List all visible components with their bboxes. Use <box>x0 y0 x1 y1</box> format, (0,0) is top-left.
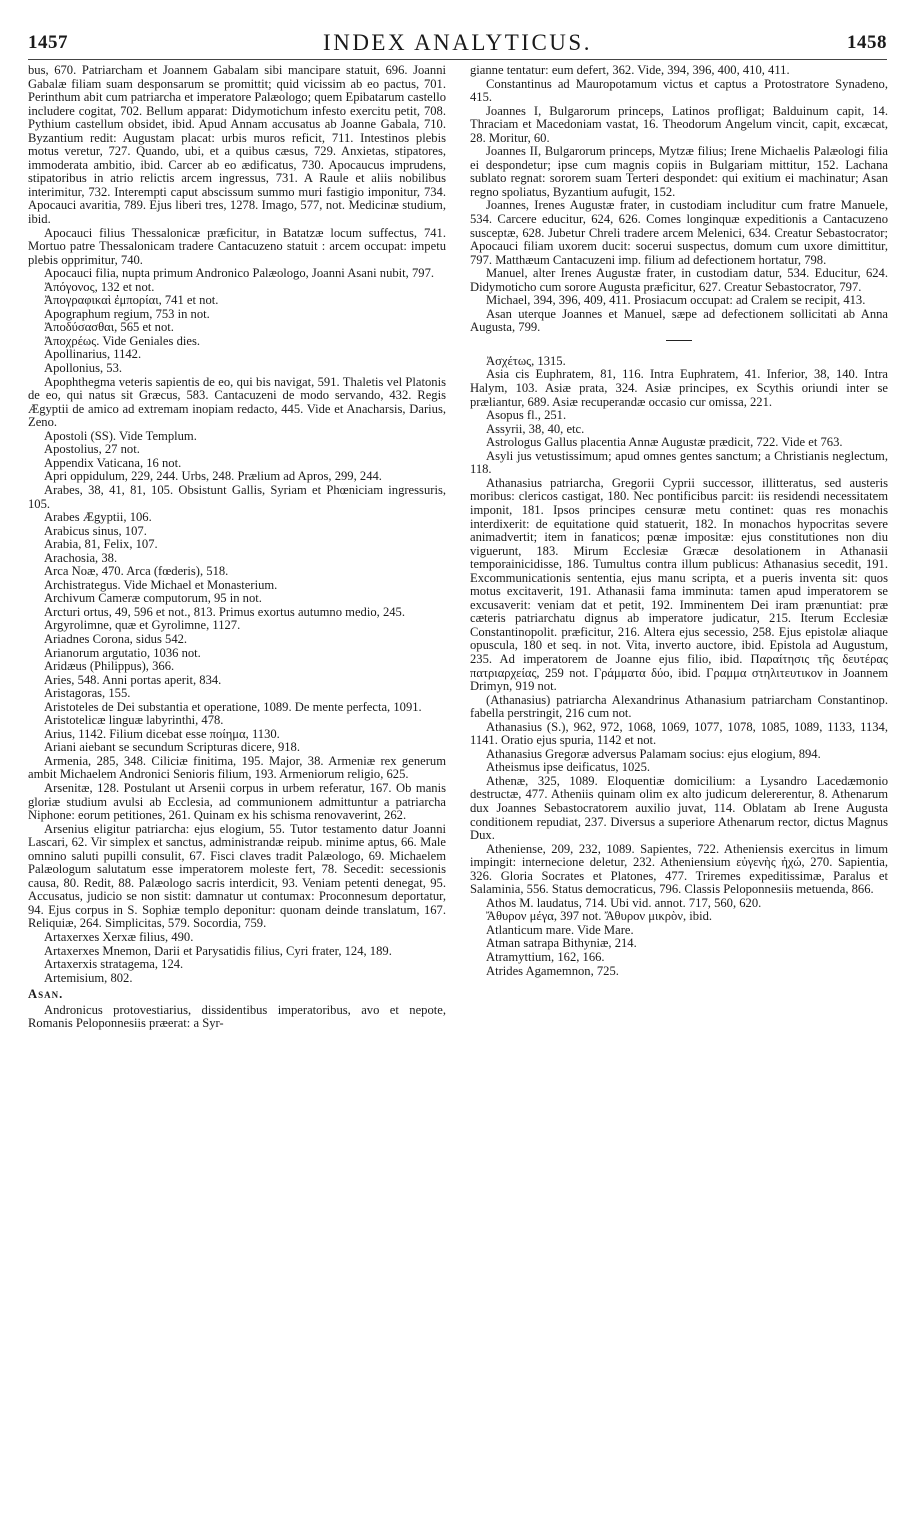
index-entry: Ἄθυρον μέγα, 397 not. Ἄθυρον μικρὸν, ibid. <box>486 909 713 924</box>
index-entry: Aristagoras, 155. <box>44 686 131 701</box>
index-entry: Andronicus protovestiarius, dissidentibus imperatoribus, avo et nepote, Romanis Peloponnesiis præerat: a Syr- <box>28 1002 446 1031</box>
section-label-asan: Asan. <box>28 987 64 1002</box>
index-entry: Joannes I, Bulgarorum princeps, Latinos profligat; Balduinum capit, 14. Thraciam et Macedoniam vastat, 16. Theodorum Angelum vincit, capit, excæcat, 28. Moritur, 60. <box>470 103 888 145</box>
index-entry: Atlanticum mare. Vide Mare. <box>486 922 634 937</box>
index-entry: Arachosia, 38. <box>44 550 118 565</box>
index-entry: Assyrii, 38, 40, etc. <box>486 421 585 436</box>
index-column-left <box>28 64 446 1031</box>
index-entry: Arca Noæ, 470. Arca (fœderis), 518. <box>44 564 229 579</box>
page-number-left: 1457 <box>28 32 68 53</box>
index-entry: Arcturi ortus, 49, 596 et not., 813. Primus exortus autumno medio, 245. <box>44 604 405 619</box>
index-entry: Asia cis Euphratem, 81, 116. Intra Euphratem, 41. Inferior, 38, 140. Intra Halym, 103. Asiæ prata, 324. Asiæ principes, ex Scythis oriundi inter se præliantur, 689. Asiæ recuperandæ occasio cur omissa, 221. <box>470 367 888 409</box>
index-entry: Astrologus Gallus placentia Annæ Augustæ prædicit, 722. Vide et 763. <box>486 435 843 450</box>
index-entry: Athanasius Gregoræ adversus Palamam socius: ejus elogium, 894. <box>486 746 821 761</box>
index-column-right <box>470 64 888 978</box>
index-entry: Athanasius (S.), 962, 972, 1068, 1069, 1077, 1078, 1085, 1089, 1133, 1134, 1141. Oratio ejus spuria, 1142 et not. <box>470 719 888 748</box>
index-entry: Apocauci filia, nupta primum Andronico Palæologo, Joanni Asani nubit, 797. <box>44 266 435 281</box>
index-entry: Athos M. laudatus, 714. Ubi vid. annot. 717, 560, 620. <box>486 895 762 910</box>
index-entry: Ἀπόγονος, 132 et not. <box>44 279 155 294</box>
page-title: INDEX ANALYTICUS. <box>323 30 592 55</box>
index-entry: Manuel, alter Irenes Augustæ frater, in custodiam datur, 534. Educitur, 624. Didymoticho cum sorore Augusta præficitur, 627. Creatur Sebastocrator, 797. <box>470 266 888 294</box>
index-entry: Arabes Ægyptii, 106. <box>44 510 152 525</box>
index-entry: Appendix Vaticana, 16 not. <box>44 455 182 470</box>
index-entry: Apostoli (SS). Vide Templum. <box>44 428 197 443</box>
index-entry: Apri oppidulum, 229, 244. Urbs, 248. Prælium ad Apros, 299, 244. <box>44 469 382 484</box>
index-entry: Artaxerxis stratagema, 124. <box>44 957 184 972</box>
index-entry: Aristotelicæ linguæ labyrinthi, 478. <box>44 713 224 728</box>
index-entry: Ἀποδύσασθαι, 565 et not. <box>44 320 174 335</box>
index-entry: Archistrategus. Vide Michael et Monasterium. <box>44 577 278 592</box>
index-entry: Ἀπογραφικαὶ ἐμπορίαι, 741 et not. <box>44 293 219 308</box>
index-entry: Ἀσχέτως, 1315. <box>486 353 566 368</box>
index-entry: Apollonius, 53. <box>44 361 123 376</box>
index-entry: Apocauci filius Thessalonicæ præficitur, in Batatzæ locum suffectus, 741. Mortuo patre Thessalonicam tradere Cantacuzeno statuit : arcem occupat: impetu plebis opprimitur, 740. <box>28 225 446 267</box>
index-entry: Arsenius eligitur patriarcha: ejus elogium, 55. Tutor testamento datur Joanni Lascari, 62. Vir simplex et sanctus, administrandæ reipub. minime aptus, 66. Male omnino saluti pupilli consulit, 67. Fisci claves tradit Palæologo, 69. Michaelem Palæologum salutatum esse imperatorem moleste fert, 78. Secedit: secessionis causa, 80. Redit, 88. Palæologo sacris interdicit, 93. Veniam petenti denegat, 95. Accusatus, judicio se non sistit: damnatur ut contumax: Proconnesum deportatur, 94. Ejus corpus in S. Sophiæ templo deponitur: quonam deinde translatum, 167. Reliquiæ, 264. Simplicitas, 579. Socordia, 759. <box>28 821 446 931</box>
page-number-right: 1458 <box>847 32 887 53</box>
index-entry: Constantinus ad Mauropotamum victus et captus a Protostratore Synadeno, 415. <box>470 76 888 105</box>
index-entry: Arius, 1142. Filium dicebat esse ποίημα, 1130. <box>44 726 280 741</box>
index-entry: Artemisium, 802. <box>44 970 133 985</box>
index-entry: Ariani aiebant se secundum Scripturas dicere, 918. <box>44 740 300 755</box>
index-entry: Atrides Agamemnon, 725. <box>486 963 619 978</box>
index-entry: Asan uterque Joannes et Manuel, sæpe ad defectionem sollicitati ab Anna Augusta, 799. <box>470 306 888 335</box>
index-entry: Michael, 394, 396, 409, 411. Prosiacum occupat: ad Cralem se recipit, 413. <box>486 293 866 308</box>
index-entry: Arabicus sinus, 107. <box>44 523 147 538</box>
index-entry: Asyli jus vetustissimum; apud omnes gentes sanctum; a Christianis neglectum, 118. <box>470 448 888 477</box>
index-entry: Apostolius, 27 not. <box>44 442 140 457</box>
index-entry: Atramyttium, 162, 166. <box>486 950 605 964</box>
index-entry: Joannes II, Bulgarorum princeps, Mytzæ filius; Irene Michaelis Palæologi filia ei despondetur; ipse cum magnis copiis in Bulgariam mittitur, 152. Lachana sublato regnat: sororem suam Terteri despondet: qui exitium ei machinatur; Asan regno spoliatus, Byzantium aufugit, 152. <box>470 144 888 199</box>
page-header <box>28 30 887 62</box>
index-entry: Ἀποχρέως. Vide Geniales dies. <box>44 333 201 348</box>
index-entry: Aristoteles de Dei substantia et operatione, 1089. De mente perfecta, 1091. <box>44 699 422 714</box>
index-entry: Atheismus ipse deificatus, 1025. <box>486 760 651 775</box>
index-entry: Arianorum argutatio, 1036 not. <box>44 645 201 660</box>
index-entry: Arabia, 81, Felix, 107. <box>44 537 158 552</box>
index-entry: Armenia, 285, 348. Ciliciæ finitima, 195. Major, 38. Armeniæ rex generum ambit Michaelem Andronici Senioris filium, 193. Armeniorum religio, 625. <box>28 753 446 782</box>
index-entry: Apophthegma veteris sapientis de eo, qui bis navigat, 591. Thaletis vel Platonis de eo, qui natus sit Græcus, 583. Cantacuzeni de modo servando, 432. Regis Ægyptii de amico ad extremam inopiam redacto, 445. Vide et Anacharsis, Darius, Zeno. <box>28 374 446 430</box>
index-entry: Apollinarius, 1142. <box>44 347 142 362</box>
index-entry: Aries, 548. Anni portas aperit, 834. <box>44 672 222 687</box>
index-entry: Argyrolimne, quæ et Gyrolimne, 1127. <box>44 618 241 633</box>
index-entry: Arsenitæ, 128. Postulant ut Arsenii corpus in urbem referatur, 167. Ob manis gloriæ studium avulsi ab Ecclesia, ad communionem admittuntur a patriarcha Niphone: eorum petitiones, 261. Quinam ex his schisma renovaverint, 262. <box>28 780 446 823</box>
index-entry: Athanasius patriarcha, Gregorii Cyprii successor, illitteratus, sed austeris moribus: clericos castigat, 180. Nec pontificibus parcit: iis residendi necessitatem imponit, 181. Ipsos principes censuræ metu continet: quas res monachis interdixerit: de equitatione quid statuerit, 182. In monachos hypocritas severe animadvertit; item in fanaticos; pœnæ impositæ: ejus constitutiones non diu viguerunt, 183. Mirum Ecclesiæ Græcæ desolationem in Athanasii temporainicidisse, 186. Tumultus contra illum publicus: Athanasius secedit, 191. Excommunicationis sententia, ejus manu scripta, et a pueris inventa sit: quos motus excitaverit, 191. Athanasii fama imminuta: tamen apud imperatorem se excusaverit: veniam dat et petit, 192. Imminentem Dei iram prænuntiat: præ cæteris patriarchatu dignus ab imperatore judicatur, 215. Iterum Ecclesiæ Constantinopolit. præficitur, 216. Altera ejus secessio, 258. Ejus epistolæ aliaque opuscula, 180 et seq. in not. Vita, inverto auctore, ibid. Epistola ad Augustum, 235. Ad imperatorem de Joanne ejus filio, ibid. Παραίτησις τῆς δευτέρας πατριαρχείας, 259 not. Γράμματα δύο, ibid. Γραμμα στηλιτευτικον in Joannem Drimyn, 919 not. <box>470 475 888 694</box>
section-separator <box>666 340 692 341</box>
index-entry: gianne tentatur: eum defert, 362. Vide, 394, 396, 400, 410, 411. <box>470 63 790 77</box>
index-entry: Artaxerxes Mnemon, Darii et Parysatidis filius, Cyri frater, 124, 189. <box>44 943 392 958</box>
index-entry: Athenæ, 325, 1089. Eloquentiæ domicilium: a Lysandro Lacedæmonio destructæ, 477. Atheniis quinam olim ex alto judicum delererentur, 8. Athenarum dux Joannes Sebastocratorem auxilio juvat, 114. Oblatam ab Irene Augusta conditionem repudiat, 237. Diversus a superiore Athenarum rector, dictus Magnus Dux. <box>470 773 888 843</box>
index-entry: Asopus fl., 251. <box>486 408 567 423</box>
index-entry: Archivum Cameræ computorum, 95 in not. <box>44 591 262 606</box>
index-entry: Joannes, Irenes Augustæ frater, in custodiam includitur cum fratre Manuele, 534. Carcere educitur, 624, 626. Comes longinquæ expeditionis a Cantacuzeno susceptæ, 628. Jubetur Chreli tradere arcem Melenici, 634. Creatur Sebastocrator; Apocauci filiam uxorem ducit: socerui suspectus, domum cum uxore dimittitur, 797. Matthæum Cantacuzeni imp. filium ad defectionem hortatur, 798. <box>470 198 888 267</box>
index-entry: Arabes, 38, 41, 81, 105. Obsistunt Gallis, Syriam et Phœniciam ingressuris, 105. <box>28 482 446 511</box>
index-entry: Ariadnes Corona, sidus 542. <box>44 631 188 646</box>
index-entry: Aridæus (Philippus), 366. <box>44 659 175 674</box>
index-entry: Artaxerxes Xerxæ filius, 490. <box>44 930 194 944</box>
index-entry: Atheniense, 209, 232, 1089. Sapientes, 722. Atheniensis exercitus in limum impingit: internecione deletur, 232. Atheniensium εὐγενὴς ἠχώ, 270. Sapientia, 326. Gloria Socrates et Platones, 477. Triremes expeditissimæ, Paralus et Salaminia, 556. Status democraticus, 796. Classis Peloponnesiis metuenda, 866. <box>470 841 888 897</box>
index-entry: Atman satrapa Bithyniæ, 214. <box>486 936 637 951</box>
index-entry: (Athanasius) patriarcha Alexandrinus Athanasium patriarcham Constantinop. fabella perstringit, 216 cum not. <box>470 692 888 721</box>
index-entry: bus, 670. Patriarcham et Joannem Gabalam sibi mancipare statuit, 696. Joanni Gabalæ filiam suam desponsarum se promittit; quid vicissim ab eo pactus, 701. Perinthum abit cum patriarcha et imperatore Palæologo; quem Epibatarum castello includere cogitat, 702. Bellum apparat: Didymotichum infesto exercitu petit, 708. Pythium castellum obsidet, ibid. Apud Annam accusatus ab Joanne Gabala, 710. Byzantium redit: Augustam placat: urbis muros reficit, 711. Intestinos plebis motus veretur, 727. Quando, ubi, et a quibus cæsus, 729. Anxietas, stipatores, immoderata ambitio, ibid. Carcer ab eo ædificatus, 730. Apocaucus imprudens, stipatoribus in atrio relictis arcem ingressus, 731. A Raule et aliis nobilibus interimitur, 732. Interempti caput abscissum summo muri fastigio imponitur, 734. Apocauci avaritia, 789. Ejus liberi tres, 1278. Imago, 577, not. Medicinæ studium, ibid. <box>28 63 446 227</box>
index-entry: Apographum regium, 753 in not. <box>44 306 210 321</box>
header-rule <box>28 59 887 60</box>
